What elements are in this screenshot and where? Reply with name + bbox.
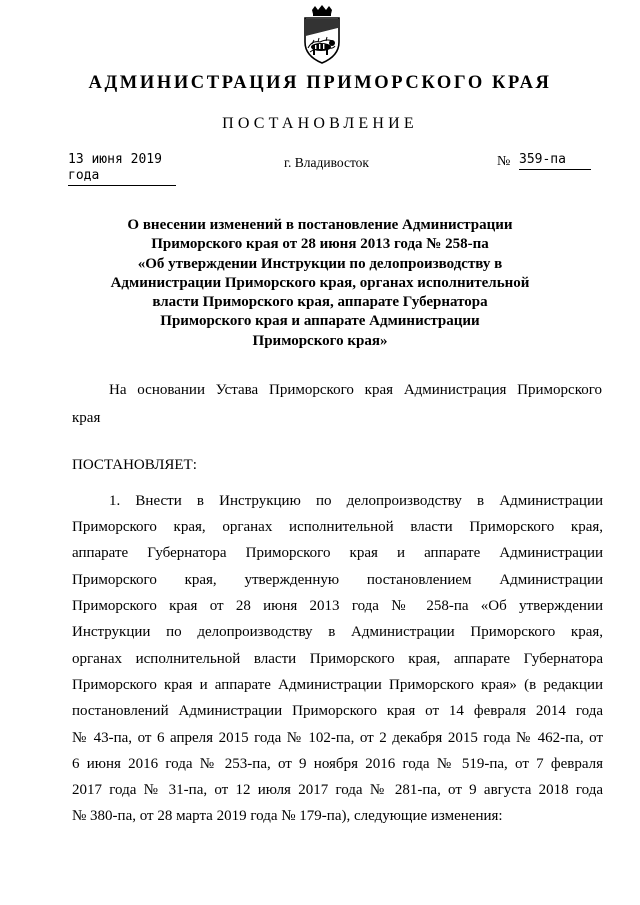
body-line: Приморского края от 28 июня 2013 года № 258-па «Об утверждении bbox=[72, 598, 603, 614]
body-line: 1. Внести в Инструкцию по делопроизводству в Администрации bbox=[109, 493, 603, 509]
body-line: 6 июня 2016 года № 253-па, от 9 ноября 2016 года № 519-па, от 7 февраля bbox=[72, 756, 603, 772]
body-line: Приморского края, органах исполнительной власти Приморского края, bbox=[72, 519, 603, 535]
subject-line: «Об утверждении Инструкции по делопроизводству в bbox=[137, 255, 503, 272]
body-line: № 380-па, от 28 марта 2019 года № 179-па), следующие изменения: bbox=[72, 808, 503, 824]
body-line: постановлений Администрации Приморского края от 14 февраля 2014 года bbox=[72, 703, 603, 719]
body-line: 2017 года № 31-па, от 12 июля 2017 года № 281-па, от 9 августа 2018 года bbox=[72, 782, 603, 798]
subject-line: О внесении изменений в постановление Администрации bbox=[127, 217, 513, 233]
body-line: № 43-па, от 6 апреля 2015 года № 102-па, от 2 декабря 2015 года № 462-па, от bbox=[72, 730, 603, 746]
subject-line: Администрации Приморского края, органах исполнительной bbox=[110, 274, 530, 291]
document-type: ПОСТАНОВЛЕНИЕ bbox=[222, 115, 418, 132]
document-number-label: № bbox=[497, 154, 511, 169]
preamble-line: края bbox=[72, 410, 101, 426]
body-line: аппарате Губернатора Приморского края и аппарате Администрации bbox=[72, 545, 603, 561]
decree-word: ПОСТАНОВЛЯЕТ: bbox=[72, 457, 197, 473]
subject-line: Приморского края от 28 июня 2013 года № 258-па bbox=[151, 236, 489, 253]
organization-title: АДМИНИСТРАЦИЯ ПРИМОРСКОГО КРАЯ bbox=[88, 73, 552, 93]
document-date: 13 июня 2019 года bbox=[68, 152, 176, 186]
body-line: органах исполнительной власти Приморского края, аппарате Губернатора bbox=[72, 651, 603, 667]
body-line: Инструкции по делопроизводству в Администрации Приморского края, bbox=[72, 624, 603, 640]
document-number: 359-па bbox=[519, 152, 591, 170]
document-subject bbox=[0, 216, 640, 351]
subject-line: Приморского края» bbox=[252, 332, 388, 349]
body-line: Приморского края и аппарате Администрации Приморского края» (в редакции bbox=[72, 677, 603, 693]
subject-line: власти Приморского края, аппарате Губернатора bbox=[152, 294, 488, 311]
preamble-line: На основании Устава Приморского края Администрация Приморского bbox=[109, 382, 602, 398]
coat-of-arms-icon bbox=[298, 4, 346, 66]
document-city: г. Владивосток bbox=[284, 155, 369, 170]
body-line: Приморского края, утвержденную постановлением Администрации bbox=[72, 572, 603, 588]
subject-line: Приморского края и аппарате Администрации bbox=[160, 313, 480, 330]
